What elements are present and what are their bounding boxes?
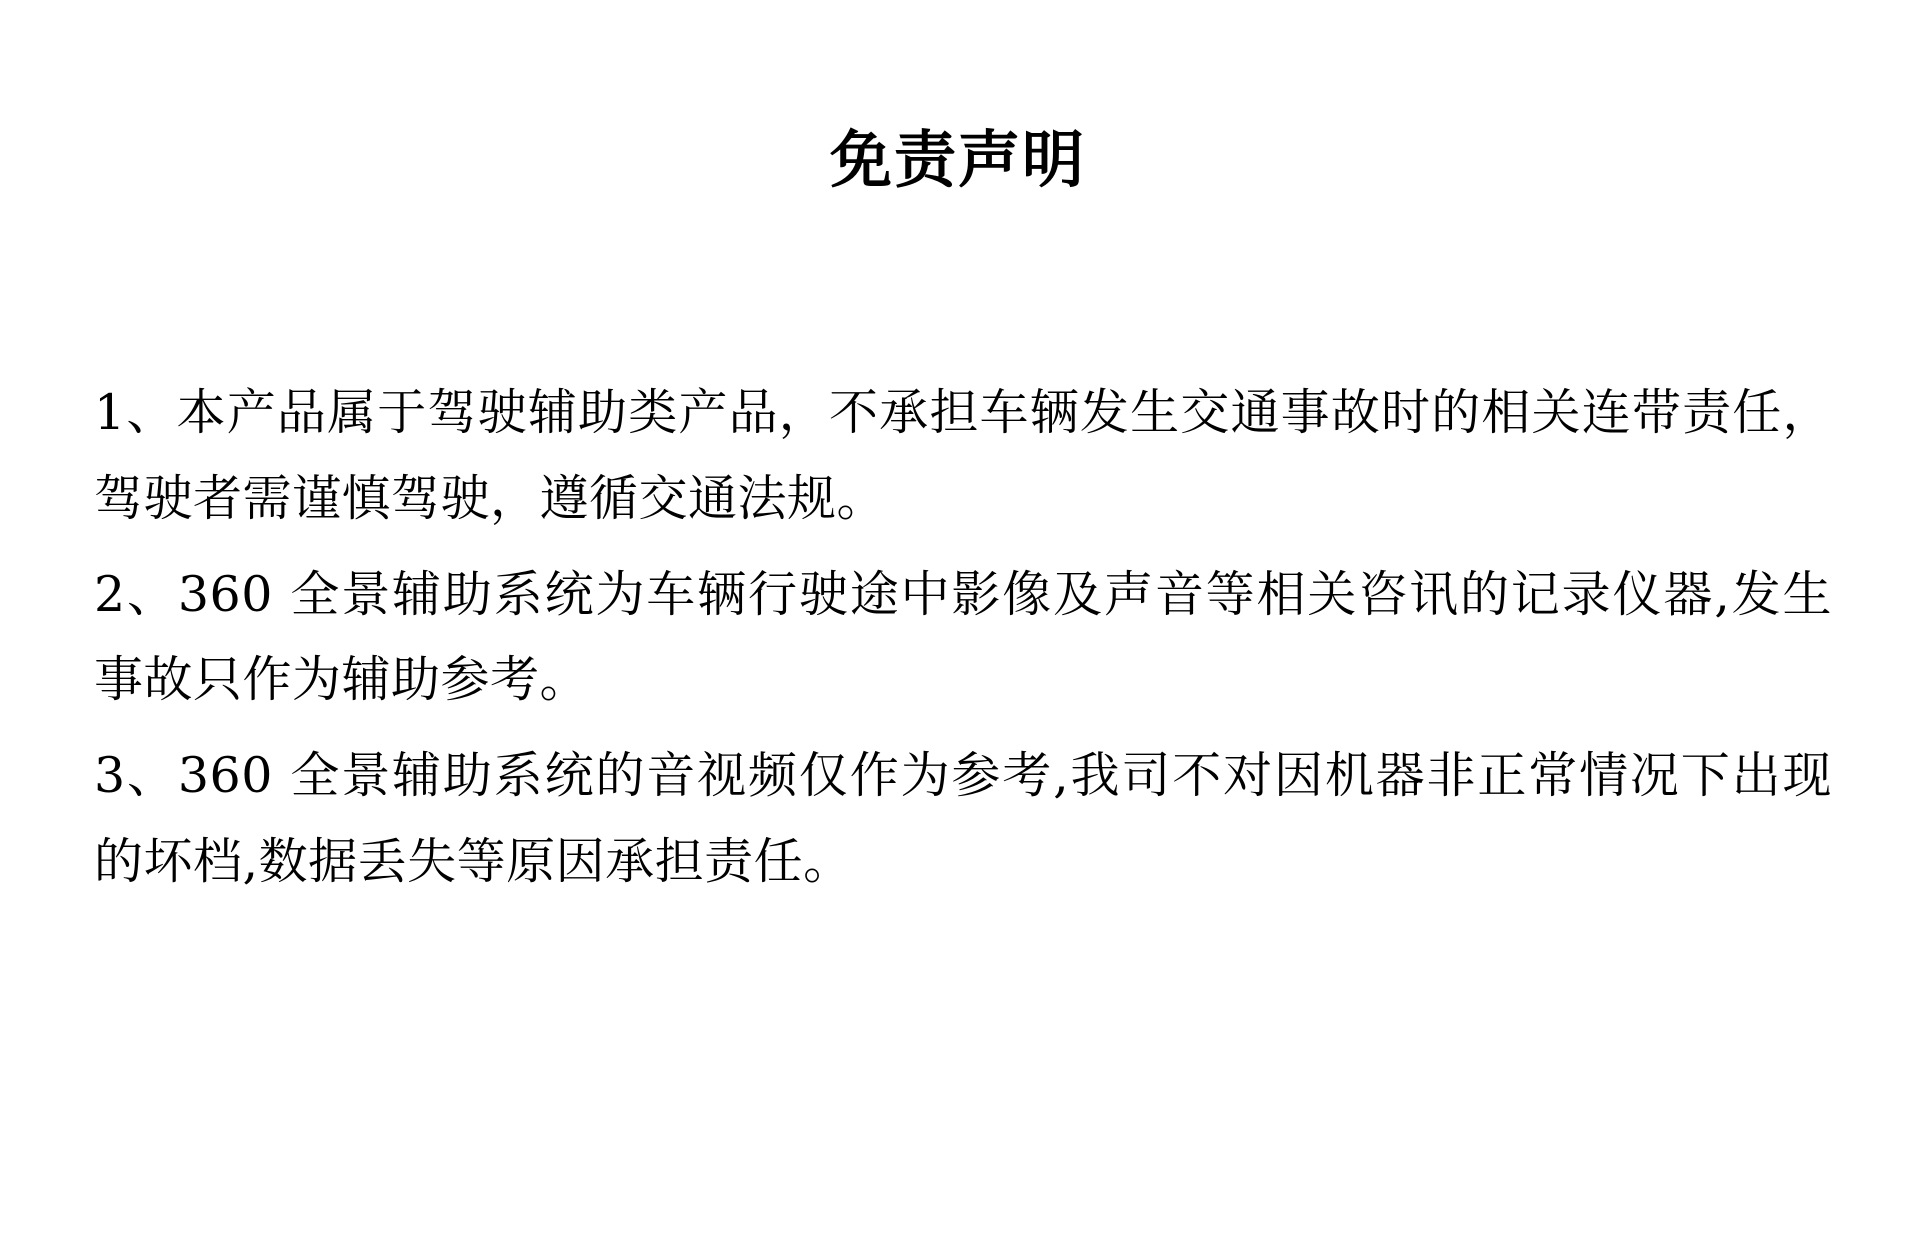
document-body [94, 370, 1832, 905]
disclaimer-paragraph-1: 1、本产品属于驾驶辅助类产品，不承担车辆发生交通事故时的相关连带责任，驾驶者需谨慎驾驶，遵循交通法规。 [94, 384, 1832, 527]
disclaimer-paragraph-3: 3、360 全景辅助系统的音视频仅作为参考,我司不对因机器非正常情况下出现的坏档,数据丢失等原因承担责任。 [94, 747, 1832, 890]
disclaimer-paragraph-2: 2、360 全景辅助系统为车辆行驶途中影像及声音等相关咨讯的记录仪器,发生事故只作为辅助参考。 [94, 565, 1832, 709]
page-title: 免责声明 [829, 122, 1086, 196]
